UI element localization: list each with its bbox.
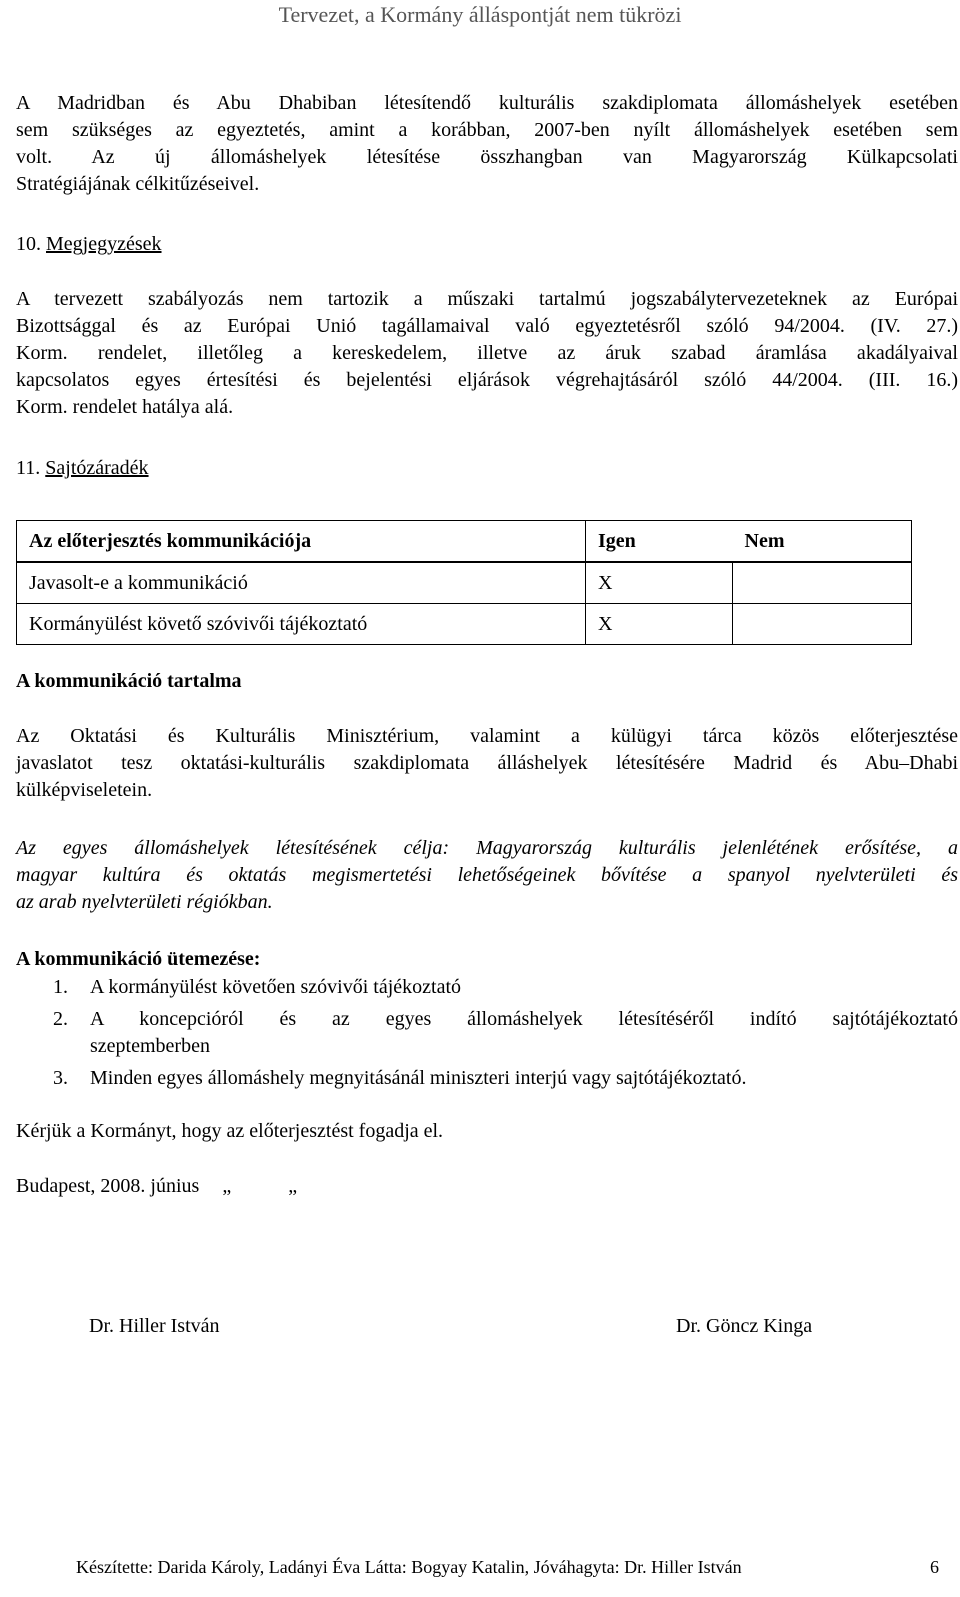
content-heading: A kommunikáció tartalma (16, 670, 242, 692)
list-item-number: 3. (53, 1067, 68, 1089)
list-item-number: 1. (53, 976, 68, 998)
table-row (17, 562, 912, 604)
page-number: 6 (930, 1557, 939, 1577)
paragraph-line: Korm. rendelet, illetőleg a kereskedelem, illetve az áruk szabad áramlása akadályaival (16, 342, 958, 364)
list-item (16, 1006, 958, 1060)
section-10-heading (16, 231, 958, 258)
table-row (17, 604, 912, 645)
intro-paragraph (16, 90, 958, 198)
paragraph-line: az arab nyelvterületi régiókban. (16, 891, 273, 913)
paragraph-line: javaslatot tesz oktatási-kulturális szakdiplomata álláshelyek létesítésére Madrid és Abu–Dhabi (16, 752, 958, 774)
list-item-text: A kormányülést követően szóvivői tájékoztató (90, 976, 462, 998)
intro-line: A Madridban és Abu Dhabiban létesítendő kulturális szakdiplomata állomáshelyek esetében (16, 92, 958, 114)
list-item-number: 2. (53, 1008, 68, 1030)
table-cell: Javasolt-e a kommunikáció (17, 562, 586, 604)
signature-left: Dr. Hiller István (89, 1315, 220, 1337)
table-cell: Kormányülést követő szóvivői tájékoztató (17, 604, 586, 645)
section-title: Megjegyzések (46, 233, 162, 255)
content-paragraph (16, 723, 958, 804)
communication-table (16, 520, 912, 645)
paragraph-line: kapcsolatos egyes értesítési és bejelentési eljárások végrehajtásáról szóló 44/2004. (III. 16.) (16, 369, 958, 391)
table-cell: X (586, 562, 733, 604)
paragraph-line: Bizottsággal és az Európai Unió tagállamaival való egyeztetésről szóló 94/2004. (IV. 27.) (16, 315, 958, 337)
list-item-text: Minden egyes állomáshely megnyitásánál miniszteri interjú vagy sajtótájékoztató. (90, 1067, 747, 1089)
table-header-row (17, 521, 912, 563)
list-item (16, 1065, 958, 1092)
section-11-heading (16, 455, 958, 482)
goal-paragraph (16, 835, 958, 916)
table-header-cell: Az előterjesztés kommunikációja (17, 521, 586, 563)
schedule-list-wrapper (16, 974, 958, 1092)
place-date: Budapest, 2008. június (16, 1175, 200, 1197)
paragraph-line: A tervezett szabályozás nem tartozik a műszaki tartalmú jogszabálytervezeteknek az Európai (16, 288, 958, 310)
section-number: 10. (16, 233, 41, 255)
signature-right: Dr. Göncz Kinga (676, 1315, 813, 1337)
section-title: Sajtózáradék (45, 457, 149, 479)
list-item (16, 974, 958, 1001)
schedule-list (16, 974, 958, 1092)
paragraph-line: külképviseletein. (16, 779, 153, 801)
intro-line: Stratégiájának célkitűzéseivel. (16, 173, 260, 195)
table-cell (733, 562, 912, 604)
list-item-text: szeptemberben (90, 1035, 210, 1057)
list-item-text: A koncepcióról és az egyes állomáshelyek létesítéséről indító sajtótájékoztató (90, 1008, 958, 1030)
table-header-cell: Igen (586, 521, 733, 563)
table-cell: X (586, 604, 733, 645)
intro-line: volt. Az új állomáshelyek létesítése összhangban van Magyarország Külkapcsolati (16, 146, 958, 168)
schedule-heading: A kommunikáció ütemezése: (16, 948, 261, 970)
closing-request: Kérjük a Kormányt, hogy az előterjesztést fogadja el. (16, 1120, 444, 1142)
page-header: Tervezet, a Kormány álláspontját nem tükrözi (278, 2, 682, 27)
paragraph-line: magyar kultúra és oktatás megismertetési lehetőségeinek bővítése a spanyol nyelvterületi és (16, 864, 958, 886)
paragraph-line: Az Oktatási és Kulturális Minisztérium, valamint a külügyi tárca közös előterjesztése (16, 725, 958, 747)
date-quote-marks: „ „ (222, 1175, 298, 1197)
place-date-line (16, 1173, 958, 1200)
paragraph-line: Korm. rendelet hatálya alá. (16, 396, 234, 418)
section-10-paragraph (16, 286, 958, 421)
footer-credits: Készítette: Darida Károly, Ladányi Éva Látta: Bogyay Katalin, Jóváhagyta: Dr. Hiller István (76, 1557, 742, 1577)
table-cell (733, 604, 912, 645)
section-number: 11. (16, 457, 41, 479)
paragraph-line: Az egyes állomáshelyek létesítésének célja: Magyarország kulturális jelenlétének erősítése, a (16, 837, 958, 859)
intro-line: sem szükséges az egyeztetés, amint a korábban, 2007-ben nyílt állomáshelyek esetében sem (16, 119, 958, 141)
table-header-cell: Nem (733, 521, 912, 563)
